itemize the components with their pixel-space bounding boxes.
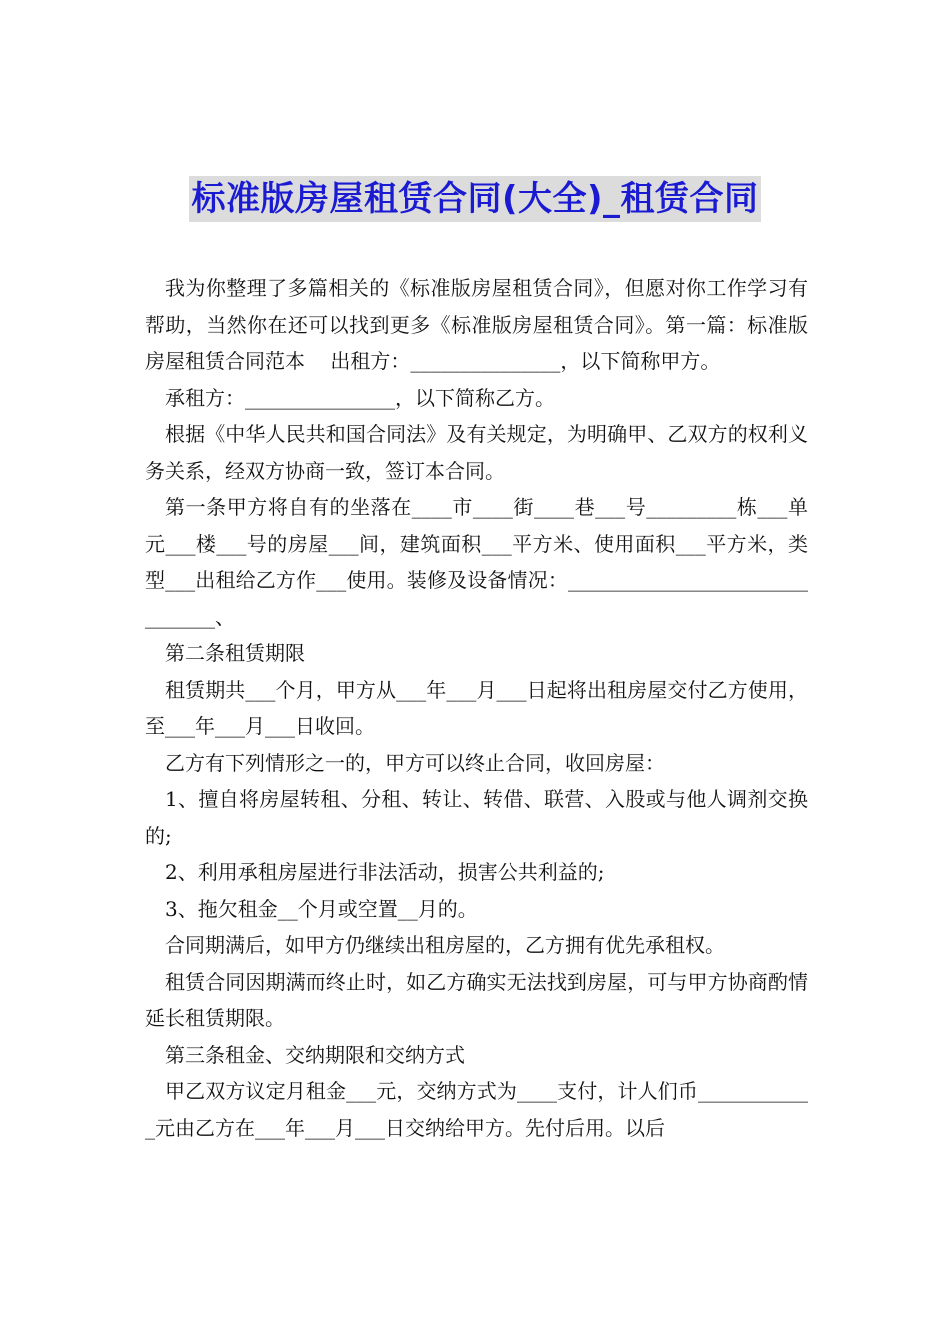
list-item-2: 2、利用承租房屋进行非法活动，损害公共利益的; (165, 860, 605, 884)
heading-article-3: 第三条租金、交纳期限和交纳方式 (165, 1042, 465, 1067)
heading-article-2: 第二条租赁期限 (165, 641, 305, 665)
paragraph-termination: 乙方有下列情形之一的，甲方可以终止合同，收回房屋： (165, 750, 665, 775)
document-title: 标准版房屋租赁合同(大全)_租赁合同 (189, 176, 760, 222)
paragraph-renewal: 合同期满后，如甲方仍继续出租房屋的，乙方拥有优先承租权。 (165, 933, 725, 957)
paragraph-extension: 租赁合同因期满而终止时，如乙方确实无法找到房屋，可与甲方协商酌情延长租赁期限。 (145, 969, 808, 1030)
paragraph-rent: 甲乙双方议定月租金___元，交纳方式为____支付，计人们币____________元由乙方在___年___月___日交纳给甲方。先付后用。以后 (145, 1079, 808, 1140)
paragraph-lessee: 承租方：_______________，以下简称乙方。 (165, 385, 555, 410)
paragraph-basis: 根据《中华人民共和国合同法》及有关规定，为明确甲、乙双方的权利义务关系，经双方协商一致，签订本合同。 (145, 422, 808, 483)
paragraph-article-1: 第一条甲方将自有的坐落在____市____街____巷___号_________栋___单元___楼___号的房屋___间，建筑面积___平方米、使用面积___平方米，类型___出租给乙方作___使用。装修及设备情况：_______________________________、 (145, 495, 808, 629)
list-item-3: 3、拖欠租金__个月或空置__月的。 (165, 896, 478, 921)
title-container (0, 176, 950, 222)
list-item-1: 1、擅自将房屋转租、分租、转让、转借、联营、入股或与他人调剂交换的; (145, 787, 808, 848)
paragraph-lease-term: 租赁期共___个月，甲方从___年___月___日起将出租房屋交付乙方使用，至___年___月___日收回。 (145, 677, 808, 738)
document-body (145, 270, 808, 1146)
paragraph-intro: 我为你整理了多篇相关的《标准版房屋租赁合同》，但愿对你工作学习有帮助，当然你在还可以找到更多《标准版房屋租赁合同》。第一篇：标准版房屋租赁合同范本 出租方：_______________，以下简称甲方。 (145, 276, 808, 373)
